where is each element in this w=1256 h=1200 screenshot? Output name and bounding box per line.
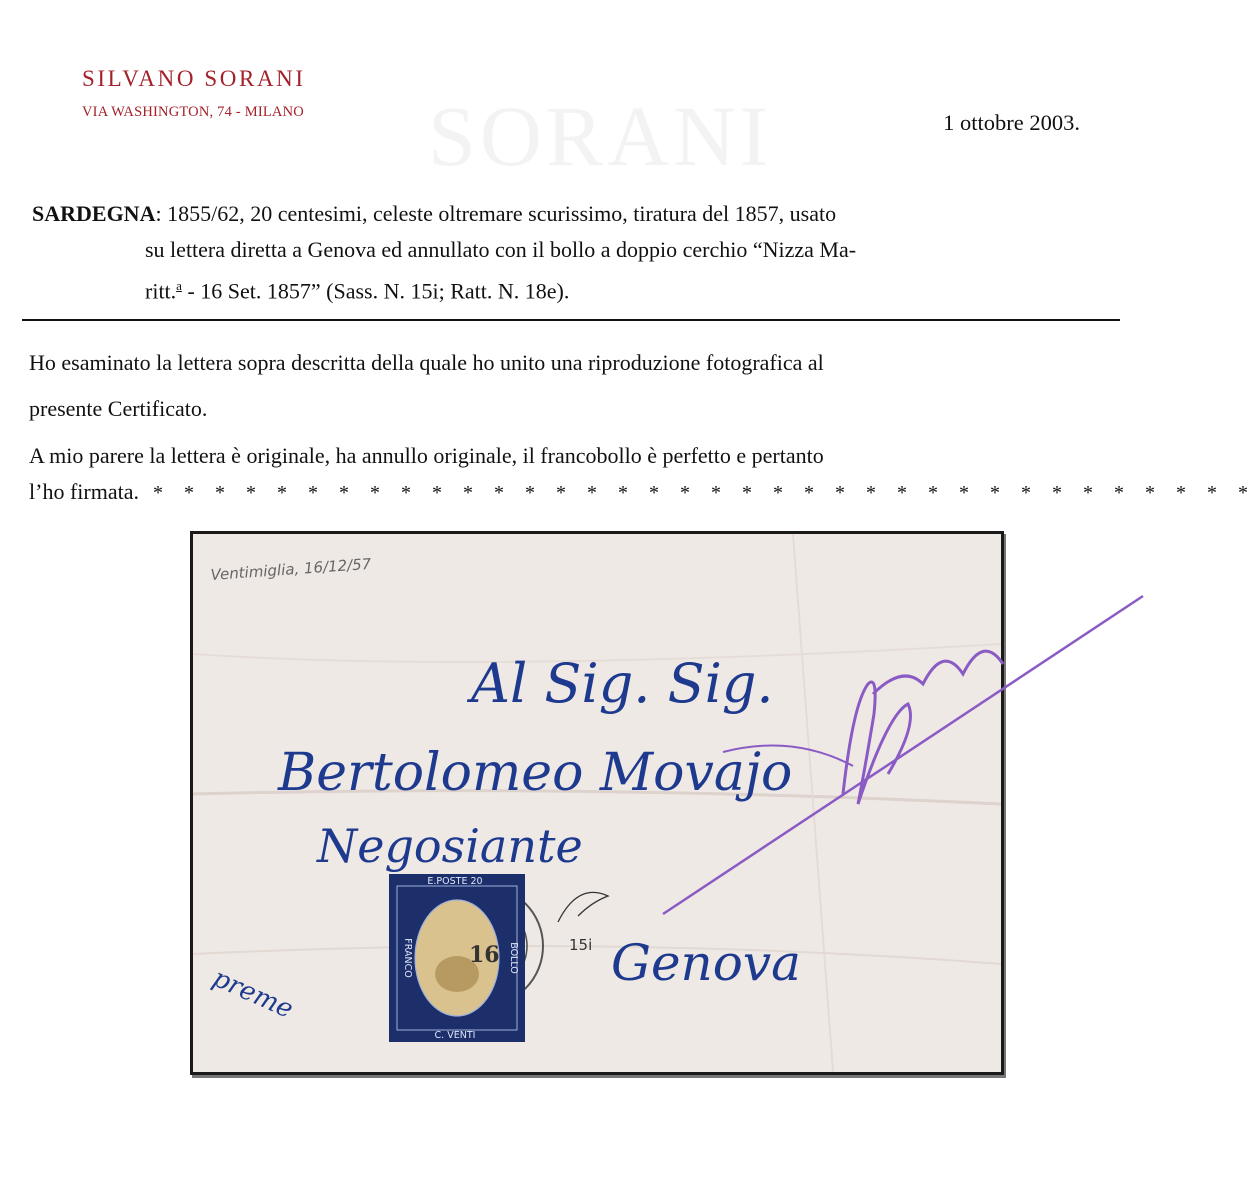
watermark-text: SORANI — [428, 88, 773, 184]
opinion-line-2-text: l’ho firmata. — [29, 479, 139, 504]
certificate-date: 1 ottobre 2003. — [943, 110, 1080, 135]
description-line-1 — [32, 196, 1092, 232]
description-line-1-text: : 1855/62, 20 centesimi, celeste oltremare scurissimo, tiratura del 1857, usato — [155, 201, 837, 226]
pencil-note: Ventimiglia, 16/12/57 — [210, 554, 372, 584]
stamp-top-text: E.POSTE 20 — [427, 876, 483, 887]
address-line-1: Al Sig. Sig. — [471, 652, 774, 715]
letterhead-address: VIA WASHINGTON, 74 - MILANO — [82, 104, 304, 120]
description-line-2: su lettera diretta a Genova ed annullato con il bollo a doppio cerchio “Nizza Ma- — [145, 237, 857, 262]
description-line-3 — [32, 268, 1092, 309]
opinion-line-1: A mio parere la lettera è originale, ha annullo originale, il francobollo è perfetto e pertanto — [29, 443, 824, 468]
expert-mark: 15i — [569, 936, 593, 954]
opinion-paragraph — [29, 438, 1256, 511]
stamp-description — [32, 196, 1092, 309]
address-city: Genova — [611, 934, 801, 992]
opinion-line-2 — [29, 474, 1256, 511]
letter-image — [193, 534, 1001, 1072]
stamp-left-text: FRANCO — [402, 938, 413, 978]
corner-note: preme — [208, 962, 298, 1025]
horizontal-rule — [22, 319, 1120, 321]
description-line-3-post: - 16 Set. 1857” (Sass. N. 15i; Ratt. N. 18e). — [181, 278, 570, 304]
examination-paragraph — [29, 340, 1089, 432]
address-line-3: Negosiante — [317, 819, 583, 873]
examination-line-1: Ho esaminato la lettera sopra descritta della quale ho unito una riproduzione fotografica al — [29, 350, 824, 375]
examination-line-2: presente Certificato. — [29, 396, 208, 421]
letter-photograph — [190, 531, 1004, 1075]
letterhead-name: SILVANO SORANI — [82, 66, 306, 91]
country-label: SARDEGNA — [32, 201, 156, 226]
description-line-3-pre: ritt. — [145, 278, 177, 304]
stamp-right-text: BOLLO — [508, 942, 519, 974]
cancel-day: 16 — [469, 942, 500, 968]
postage-stamp — [389, 874, 525, 1042]
address-line-2: Bertolomeo Movajo — [278, 743, 793, 803]
stamp-bottom-text: C. VENTI — [434, 1030, 476, 1041]
description-line-3-sup: a — [176, 278, 182, 293]
star-line: * * * * * * * * * * * * * * * * * * * * * * * * * * * * * * * * * * * * — [152, 482, 1256, 504]
